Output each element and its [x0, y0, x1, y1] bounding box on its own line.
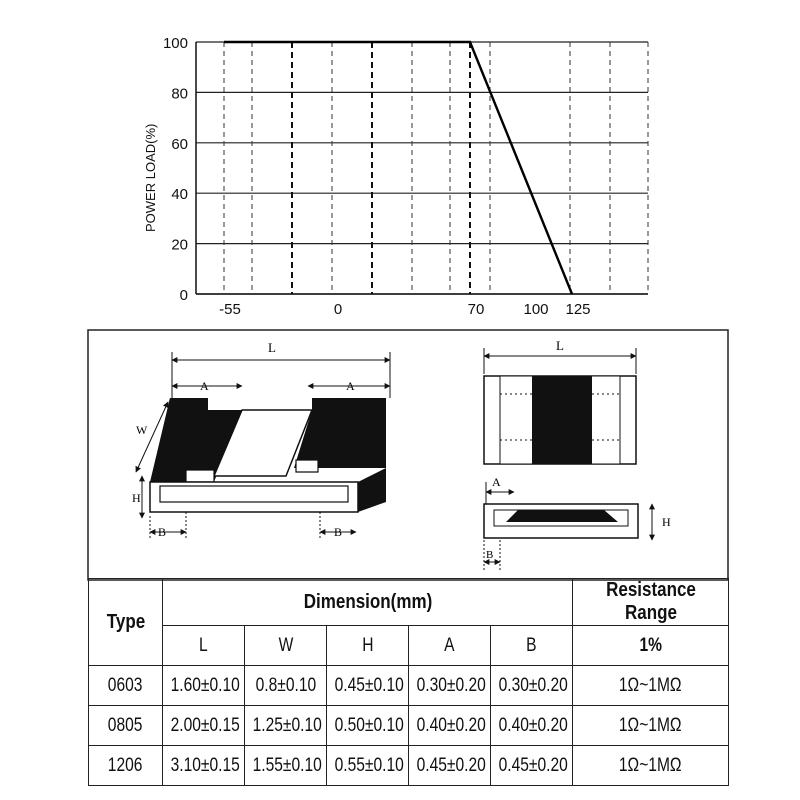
label-B-right: B — [486, 549, 494, 561]
label-B-left-2: B — [334, 525, 343, 539]
chip-3d-view — [132, 340, 390, 540]
row-A: 0.30±0.20 — [416, 674, 486, 696]
row-type: 0805 — [108, 714, 143, 736]
label-H-left: H — [132, 491, 141, 505]
label-B-left-1: B — [158, 525, 167, 539]
row-W: 1.25±0.10 — [252, 714, 322, 736]
col-L: L — [163, 626, 245, 666]
label-A-left-1: A — [200, 379, 209, 393]
row-range: 1Ω~1MΩ — [619, 674, 682, 696]
tolerance-header: 1% — [573, 626, 729, 666]
label-A-left-2: A — [346, 379, 355, 393]
x-tick-label: 100 — [523, 301, 549, 318]
col-A: A — [409, 626, 491, 666]
y-axis-label: POWER LOAD(%) — [143, 123, 158, 232]
x-tick-label: 70 — [467, 301, 485, 318]
y-tick-label: 0 — [179, 287, 188, 304]
spec-table — [88, 578, 728, 786]
x-tick-label: -55 — [219, 301, 241, 318]
derating-curve — [224, 42, 572, 294]
row-L: 1.60±0.10 — [170, 674, 240, 696]
type-header: Type — [94, 579, 157, 666]
row-B: 0.30±0.20 — [498, 674, 568, 696]
top-view-resistor — [532, 376, 592, 464]
y-tick-label: 20 — [171, 236, 188, 254]
table-row — [89, 706, 729, 746]
col-W: W — [245, 626, 327, 666]
row-type: 1206 — [108, 754, 143, 776]
row-A: 0.40±0.20 — [416, 714, 486, 736]
label-W: W — [136, 423, 148, 437]
label-A-right: A — [492, 475, 501, 489]
row-H: 0.55±0.10 — [334, 754, 404, 776]
y-tick-labels — [163, 35, 188, 304]
dimension-diagram — [0, 326, 800, 586]
resistance-range-header: Resistance Range — [584, 579, 717, 626]
chart-grid — [196, 42, 648, 294]
y-tick-label: 60 — [171, 135, 188, 153]
side-view-resistor — [506, 510, 618, 522]
y-tick-label: 40 — [171, 186, 188, 204]
chart-axes — [196, 42, 648, 294]
y-tick-label: 80 — [171, 85, 188, 103]
x-tick-label: 0 — [333, 301, 343, 318]
col-B: B — [491, 626, 573, 666]
y-tick-label: 100 — [162, 35, 188, 52]
row-L: 3.10±0.15 — [170, 754, 240, 776]
label-L-right: L — [556, 338, 564, 353]
x-tick-labels — [219, 301, 590, 318]
x-tick-label: 125 — [565, 301, 591, 318]
power-derating-chart — [0, 0, 800, 326]
table-row — [89, 746, 729, 786]
derating-line — [224, 42, 572, 294]
chip-side-view — [484, 475, 671, 570]
row-H: 0.45±0.10 — [334, 674, 404, 696]
row-W: 0.8±0.10 — [255, 674, 316, 696]
row-A: 0.45±0.20 — [416, 754, 486, 776]
row-range: 1Ω~1MΩ — [619, 754, 682, 776]
row-type: 0603 — [108, 674, 143, 696]
dimension-header: Dimension(mm) — [193, 579, 542, 626]
row-H: 0.50±0.10 — [334, 714, 404, 736]
row-W: 1.55±0.10 — [252, 754, 322, 776]
chip-top-view — [484, 338, 636, 464]
row-B: 0.40±0.20 — [498, 714, 568, 736]
label-H-right: H — [662, 515, 671, 529]
col-H: H — [327, 626, 409, 666]
label-L-left: L — [268, 340, 276, 355]
row-B: 0.45±0.20 — [498, 754, 568, 776]
table-row — [89, 666, 729, 706]
row-range: 1Ω~1MΩ — [619, 714, 682, 736]
row-L: 2.00±0.15 — [170, 714, 240, 736]
